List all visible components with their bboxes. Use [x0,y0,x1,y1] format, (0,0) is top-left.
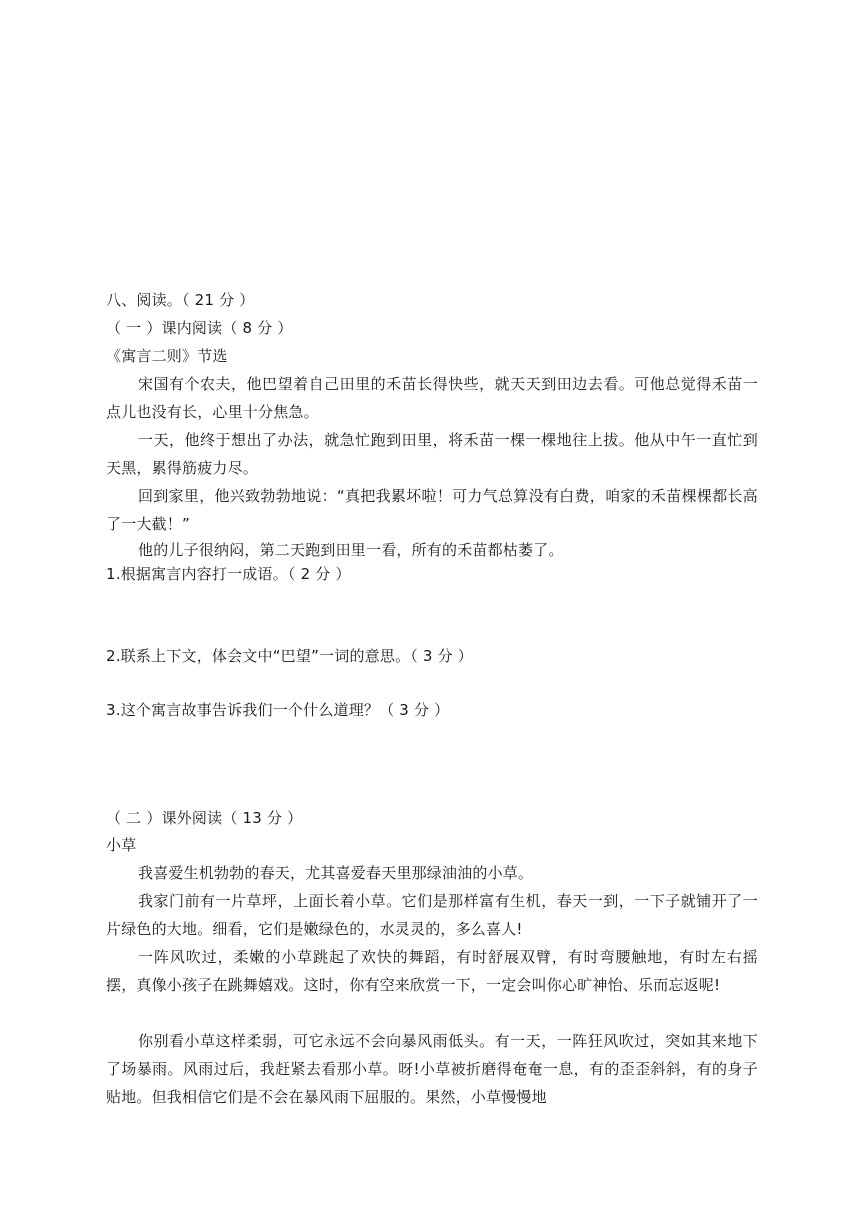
part2-paragraph: 一阵风吹过，柔嫩的小草跳起了欢快的舞蹈，有时舒展双臂，有时弯腰触地，有时左右摇摆，真像小孩子在跳舞嬉戏。这时，你有空来欣赏一下，一定会叫你心旷神怡、乐而忘返呢! [106,948,758,994]
part1-title: 《寓言二则》节选 [106,347,228,365]
part2-paragraph: 我家门前有一片草坪，上面长着小草。它们是那样富有生机，春天一到，一下子就铺开了一片绿色的大地。细看，它们是嫩绿色的，水灵灵的，多么喜人! [106,892,758,938]
part1-paragraph: 宋国有个农夫，他巴望着自己田里的禾苗长得快些，就天天到田边去看。可他总觉得禾苗一点儿也没有长，心里十分焦急。 [106,375,758,421]
part2-paragraph: 你别看小草这样柔弱，可它永远不会向暴风雨低头。有一天，一阵狂风吹过，突如其来地下了场暴雨。风雨过后，我赶紧去看那小草。呀!小草被折磨得奄奄一息，有的歪歪斜斜，有的身子贴地。但我相信它们是不会在暴风雨下屈服的。果然，小草慢慢地 [106,1032,758,1106]
part1-paragraph: 回到家里，他兴致勃勃地说：“真把我累坏啦！可力气总算没有白费，咱家的禾苗棵棵都长高了一大截！” [106,487,758,533]
part1-paragraph: 一天，他终于想出了办法，就急忙跑到田里，将禾苗一棵一棵地往上拔。他从中午一直忙到天黑，累得筋疲力尽。 [106,431,758,477]
question-2: 2.联系上下文，体会文中“巴望”一词的意思。（ 3 分 ） [106,647,474,665]
part1-paragraph: 他的儿子很纳闷，第二天跑到田里一看，所有的禾苗都枯萎了。 [138,541,564,559]
part1-heading: （ 一 ）课内阅读（ 8 分 ） [106,319,293,337]
part2-paragraph: 我喜爱生机勃勃的春天，尤其喜爱春天里那绿油油的小草。 [138,864,534,882]
part2-title: 小草 [106,836,137,854]
part2-heading: （ 二 ）课外阅读（ 13 分 ） [106,809,303,827]
question-3: 3.这个寓言故事告诉我们一个什么道理？（ 3 分 ） [106,701,450,719]
section-heading: 八、阅读。（ 21 分 ） [106,291,255,309]
question-1: 1.根据寓言内容打一成语。（ 2 分 ） [106,565,351,583]
